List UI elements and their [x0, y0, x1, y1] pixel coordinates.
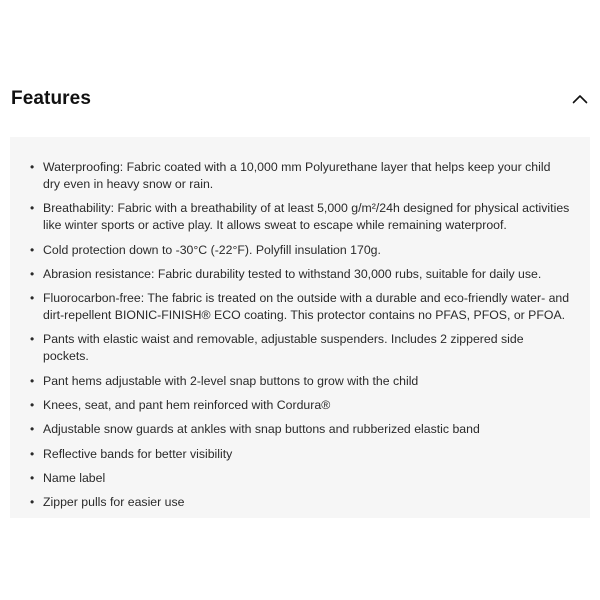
feature-text: Cold protection down to -30°C (-22°F). Polyfill insulation 170g.	[43, 242, 381, 257]
feature-item	[28, 331, 570, 365]
feature-text: Reflective bands for better visibility	[43, 446, 233, 461]
feature-item	[28, 470, 570, 487]
chevron-up-icon	[572, 94, 588, 104]
feature-item	[28, 446, 570, 463]
feature-item	[28, 159, 570, 193]
bullet: •	[30, 332, 35, 347]
feature-text: Fluorocarbon-free: The fabric is treated on the outside with a durable and eco-friendly water- and dirt-repellent BIONIC-FINISH® ECO coating. This protector contains no PFAS, PFOS, or PFOA.	[43, 291, 570, 323]
bullet: •	[30, 201, 35, 216]
bullet: •	[30, 373, 35, 388]
bullet: •	[30, 160, 35, 174]
feature-text: Abrasion resistance: Fabric durability tested to withstand 30,000 rubs, suitable for daily use.	[43, 266, 542, 281]
bullet: •	[30, 291, 35, 306]
bullet: •	[30, 446, 35, 461]
feature-text: Waterproofing: Fabric coated with a 10,000 mm Polyurethane layer that helps keep your child dry even in heavy snow or rain.	[43, 160, 551, 191]
bullet: •	[30, 422, 35, 437]
feature-item	[28, 242, 570, 259]
feature-text: Pant hems adjustable with 2-level snap buttons to grow with the child	[43, 373, 419, 388]
features-section-header[interactable]	[11, 84, 590, 114]
feature-text: Zipper pulls for easier use	[43, 495, 185, 510]
feature-item	[28, 266, 570, 283]
bullet: •	[30, 495, 35, 510]
feature-item	[28, 290, 570, 324]
bullet: •	[30, 266, 35, 281]
feature-item	[28, 421, 570, 438]
feature-text: Pants with elastic waist and removable, adjustable suspenders. Includes 2 zippered side pockets.	[43, 332, 524, 364]
feature-text: Adjustable snow guards at ankles with snap buttons and rubberized elastic band	[43, 422, 480, 437]
feature-text: Name label	[43, 470, 106, 485]
feature-text: Knees, seat, and pant hem reinforced with Cordura®	[43, 398, 331, 413]
feature-list	[28, 159, 570, 511]
bullet: •	[30, 242, 35, 257]
feature-item	[28, 373, 570, 390]
bullet: •	[30, 470, 35, 485]
feature-item	[28, 200, 570, 234]
features-panel	[10, 137, 590, 518]
collapse-toggle-button[interactable]	[568, 87, 592, 111]
bullet: •	[30, 398, 35, 413]
feature-item	[28, 494, 570, 511]
feature-text: Breathability: Fabric with a breathability of at least 5,000 g/m²/24h designed for physical activities like winter sports or active play. It allows sweat to escape while remaining waterproof.	[43, 201, 570, 233]
section-title: Features	[11, 88, 92, 109]
feature-item	[28, 397, 570, 414]
